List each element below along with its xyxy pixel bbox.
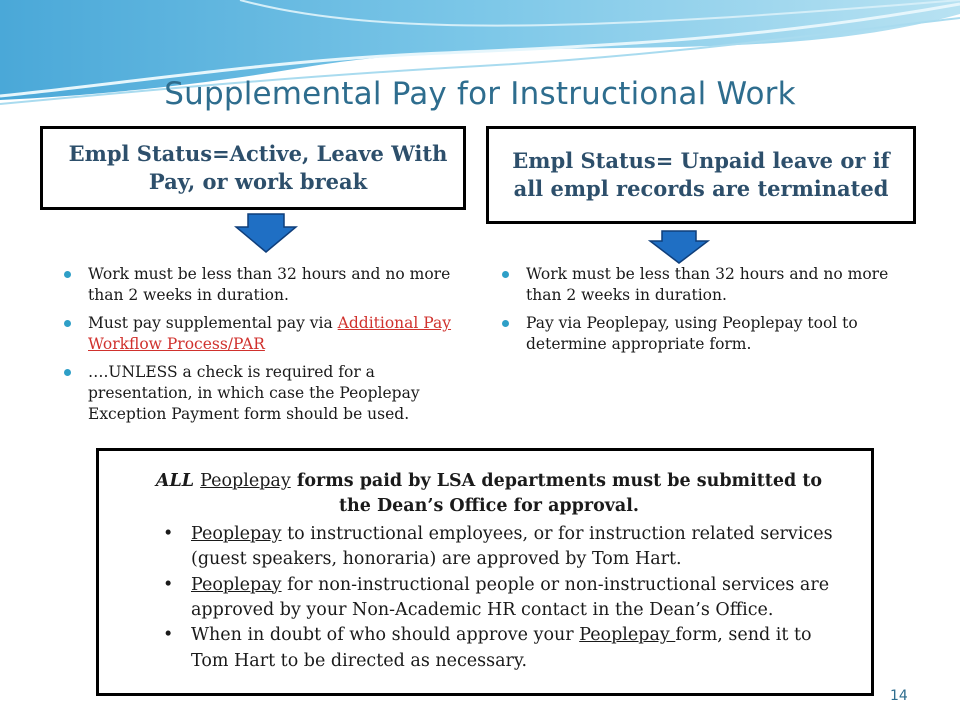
list-item: • Peoplepay for non-instructional people or non-instructional services are approved by your Non-Academic HR contact in the Dean’s Office. <box>137 573 841 624</box>
additional-pay-link[interactable]: Additional Pay Workflow Process/PAR <box>88 313 452 353</box>
right-status-heading: Empl Status= Unpaid leave or if all empl records are terminated <box>512 147 890 201</box>
approval-list <box>137 522 841 674</box>
down-arrow-icon <box>234 213 298 253</box>
list-item: Pay via Peoplepay, using Peoplepay tool to determine appropriate form. <box>500 313 890 355</box>
right-status-box <box>486 126 916 224</box>
list-item: Must pay supplemental pay via Additional Pay Workflow Process/PAR <box>62 313 462 355</box>
page-title: Supplemental Pay for Instructional Work <box>164 76 796 112</box>
list-item: • When in doubt of who should approve your Peoplepay form, send it to Tom Hart to be directed as necessary. <box>137 623 841 674</box>
approval-heading: ALL Peoplepay forms paid by LSA departments must be submitted to the Dean’s Office for approval. <box>155 471 823 517</box>
list-item: ….UNLESS a check is required for a presentation, in which case the Peoplepay Exception Payment form should be used. <box>62 362 462 425</box>
page-number: 14 <box>890 688 908 704</box>
approval-note-box <box>96 448 874 696</box>
down-arrow-icon <box>648 230 710 264</box>
left-status-heading: Empl Status=Active, Leave With Pay, or work break <box>68 140 448 194</box>
left-bullet-list <box>62 264 462 431</box>
right-bullet-list <box>500 264 890 362</box>
list-item: • Peoplepay to instructional employees, or for instruction related services (guest speakers, honoraria) are approved by Tom Hart. <box>137 522 841 573</box>
list-item: Work must be less than 32 hours and no more than 2 weeks in duration. <box>62 264 462 306</box>
left-status-box <box>40 126 466 210</box>
list-item: Work must be less than 32 hours and no more than 2 weeks in duration. <box>500 264 890 306</box>
